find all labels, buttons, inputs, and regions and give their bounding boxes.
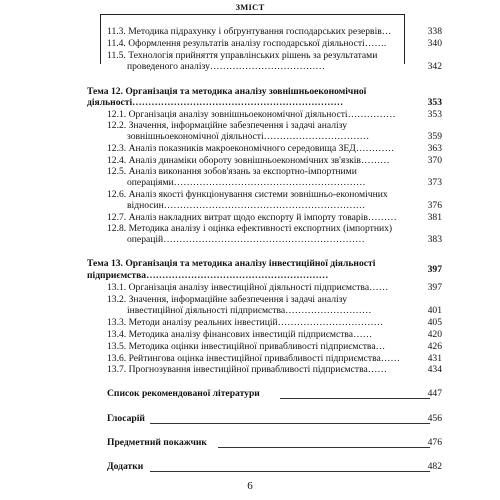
toc-leader: ……………………… [285, 305, 372, 316]
toc-text: Методи аналізу реальних інвестицій [128, 317, 278, 328]
toc-text: проведеного аналізу [127, 61, 210, 72]
toc-number: 13.2. [107, 294, 127, 305]
toc-page: 338 [427, 26, 442, 37]
toc-entry-11-3 [107, 26, 391, 38]
toc-text: діяльності [87, 97, 133, 108]
toc-page: 370 [427, 155, 442, 166]
toc-page: 426 [427, 341, 442, 352]
toc-text: Глосарій [107, 413, 145, 424]
toc-page: 431 [427, 353, 442, 364]
toc-text: операціями [127, 177, 174, 188]
toc-entry-12-5 [107, 166, 357, 178]
toc-page: 340 [427, 38, 442, 49]
toc-leader: ………………………………………………………… [132, 97, 344, 108]
toc-underline [150, 471, 430, 472]
toc-number: 12.4. [107, 155, 127, 166]
toc-text: Аналіз накладних витрат щодо експорту й імпорту товарів [128, 212, 368, 223]
toc-text: Аналіз динаміки обороту зовнішньоекономічних зв'язків [128, 155, 361, 166]
toc-leader: ……… [360, 155, 390, 166]
toc-page: 401 [427, 305, 442, 316]
toc-subject-index [107, 437, 207, 449]
toc-underline [218, 447, 430, 448]
toc-entry-11-5-cont [127, 61, 325, 73]
frame-right-rule [404, 14, 405, 64]
toc-glossary [107, 413, 145, 425]
toc-entry-13-7 [107, 364, 387, 376]
toc-text: Додатки [107, 461, 144, 472]
toc-entry-12-7 [107, 212, 397, 224]
page-number: 6 [247, 480, 253, 492]
toc-text: Аналіз показників макроекономічного середовища ЗЕД [128, 143, 356, 154]
toc-text: Організація аналізу інвестиційної діяльності підприємства [128, 282, 370, 293]
toc-text: Методика аналізу і оцінка ефективності експортних (імпортних) [128, 223, 393, 234]
toc-page: 434 [427, 364, 442, 375]
toc-leader: ………………………………………………… [146, 270, 329, 281]
toc-entry-12-3 [107, 143, 394, 155]
toc-page: 447 [427, 388, 442, 399]
toc-page: 373 [427, 177, 442, 188]
toc-page: 359 [427, 131, 442, 142]
toc-text: відносин [127, 200, 164, 211]
toc-text: підприємства [87, 270, 147, 281]
toc-number: 13.7. [107, 364, 127, 375]
toc-number: 13.5. [107, 341, 127, 352]
toc-number: 11.5. [107, 50, 126, 61]
toc-page: 482 [427, 461, 442, 472]
toc-number: 12.2. [107, 120, 127, 131]
toc-page: 353 [427, 97, 442, 108]
toc-text: Рейтингова оцінка інвестиційної привабливості підприємства [128, 353, 381, 364]
toc-number: 12.1. [107, 109, 127, 120]
toc-entry-13-2 [107, 294, 347, 306]
toc-text: Методика оцінки інвестиційної привабливості підприємства [128, 341, 376, 352]
toc-entry-12-8 [107, 223, 392, 235]
toc-leader: ……… [367, 212, 397, 223]
toc-page: 456 [427, 413, 442, 424]
toc-entry-13-4 [107, 329, 372, 341]
toc-page: 353 [427, 109, 442, 120]
toc-leader: …………………………… [277, 317, 384, 328]
toc-text: інвестиційної діяльності підприємства [127, 305, 286, 316]
toc-number: 13.3. [107, 317, 127, 328]
toc-number: 12.7. [107, 212, 127, 223]
toc-entry-12-6 [107, 189, 388, 201]
page-header: ЗМІСТ [235, 2, 265, 12]
frame-left-rule [100, 14, 101, 64]
toc-leader: ……………………………………………………… [163, 200, 366, 211]
toc-text: Методика аналізу фінансових інвестицій підприємства [128, 329, 354, 340]
toc-number: 13.4. [107, 329, 127, 340]
toc-leader: ……. [364, 38, 387, 49]
toc-leader: …………… [347, 109, 396, 120]
header-rule [100, 14, 404, 15]
toc-text: Оформлення результатів аналізу господарської діяльності [128, 38, 365, 49]
toc-page: 381 [427, 212, 442, 223]
toc-page: 383 [427, 234, 442, 245]
toc-page: 420 [427, 329, 442, 340]
toc-entry-13-2-cont [127, 305, 371, 317]
toc-text: Предметний покажчик [107, 437, 207, 448]
toc-text: Методика підрахунку і обґрунтування господарських резервів [128, 26, 382, 37]
toc-entry-12-1 [107, 109, 396, 121]
toc-leader: ……………………………………………………… [163, 234, 365, 245]
toc-entry-13-6 [107, 353, 400, 365]
toc-underline [280, 398, 430, 399]
toc-leader: …… [380, 353, 400, 364]
toc-text: зовнішньоекономічної діяльності [127, 131, 264, 142]
toc-appendices [107, 461, 143, 473]
toc-text: Організація аналізу зовнішньоекономічної діяльності [128, 109, 348, 120]
toc-text: операцій [127, 234, 164, 245]
toc-leader: … [375, 341, 386, 352]
toc-text: Прогнозування інвестиційної привабливості підприємства [128, 364, 368, 375]
toc-page: 397 [427, 264, 442, 275]
toc-entry-13-5 [107, 341, 385, 353]
toc-text: Значення, інформаційне забезпечення і задачі аналізу [128, 294, 348, 305]
toc-entry-13-3 [107, 317, 383, 329]
toc-entry-12-8-cont [127, 234, 365, 246]
toc-entry-12-2 [107, 120, 347, 132]
toc-references [107, 388, 260, 400]
toc-number: 13.1. [107, 282, 127, 293]
toc-leader: …………………………………………………… [173, 177, 366, 188]
toc-topic-12-cont [87, 97, 343, 109]
toc-number: 13.6. [107, 353, 127, 364]
toc-topic-13 [87, 258, 375, 270]
toc-number: 11.4. [107, 38, 126, 49]
toc-text: Тема 12. Організація та методика аналізу зовнішньоекономічної [87, 86, 367, 97]
toc-number: 11.3. [107, 26, 126, 37]
toc-page: 476 [427, 437, 442, 448]
toc-text: Значення, інформаційне забезпечення і задачі аналізу [128, 120, 348, 131]
toc-text: Аналіз якості функціонування системи зовнішньо-економічних [128, 189, 388, 200]
toc-entry-12-2-cont [127, 131, 369, 143]
toc-page: 376 [427, 200, 442, 211]
toc-leader: …… [367, 364, 387, 375]
toc-number: 12.3. [107, 143, 127, 154]
toc-leader: ……………………………… [209, 61, 325, 72]
toc-page: 342 [427, 61, 442, 72]
toc-text: Список рекомендованої літератури [107, 388, 260, 399]
toc-text: Технологія прийняття управлінських рішень за результатами [128, 50, 378, 61]
toc-entry-11-5 [107, 50, 377, 62]
toc-page: 363 [427, 143, 442, 154]
toc-number: 12.6. [107, 189, 127, 200]
toc-topic-13-cont [87, 270, 328, 282]
toc-entry-12-6-cont [127, 200, 365, 212]
toc-number: 12.5. [107, 166, 127, 177]
toc-entry-11-4 [107, 38, 386, 50]
toc-text: Тема 13. Організація та методика аналізу інвестиційної діяльності [87, 258, 376, 269]
toc-leader: …… [353, 329, 373, 340]
toc-text: Аналіз виконання зобов'язань за експортно-імпортними [128, 166, 357, 177]
toc-page: 405 [427, 317, 442, 328]
toc-entry-12-4 [107, 155, 390, 167]
toc-entry-12-5-cont [127, 177, 366, 189]
toc-number: 12.8. [107, 223, 127, 234]
toc-leader: ………… [355, 143, 395, 154]
toc-page: 397 [427, 282, 442, 293]
toc-underline [150, 423, 430, 424]
toc-leader: …………………………… [263, 131, 370, 142]
toc-entry-13-1 [107, 282, 388, 294]
toc-leader: …… [369, 282, 389, 293]
toc-leader: … [381, 26, 392, 37]
toc-topic-12 [87, 86, 366, 98]
